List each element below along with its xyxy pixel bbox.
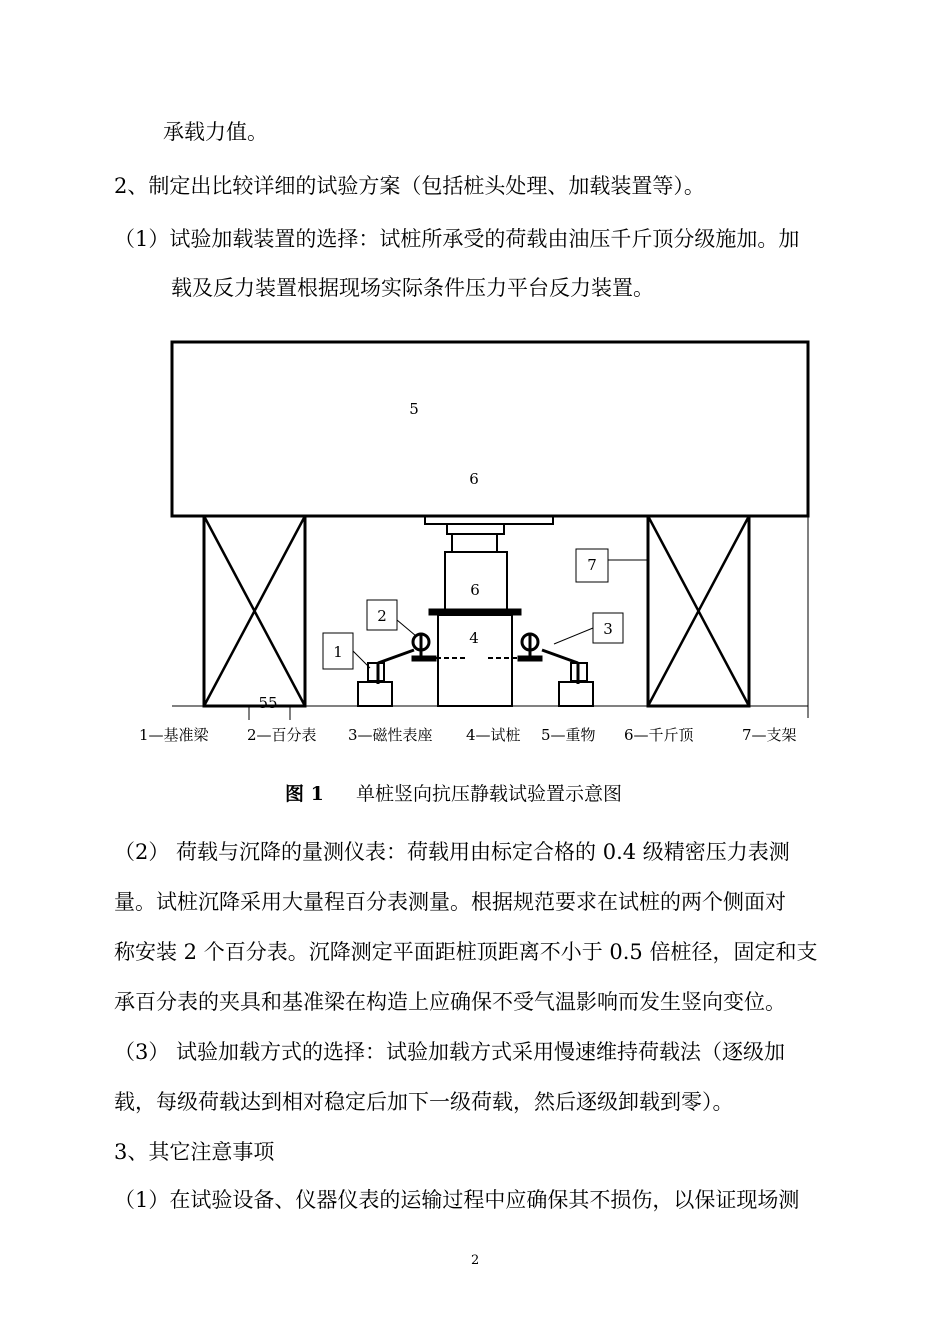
paragraph-line: 载，每级荷载达到相对稳定后加下一级荷载，然后逐级卸载到零）。: [114, 1090, 734, 1114]
legend-item: 1—基准梁: [139, 726, 209, 744]
label-support: 7: [587, 556, 597, 574]
legend-item: 2—百分表: [247, 726, 317, 744]
label-pile: 4: [469, 629, 479, 647]
paragraph-line: 载及反力装置根据现场实际条件压力平台反力装置。: [171, 276, 654, 300]
figure-caption-text: 单桩竖向抗压静载试验置示意图: [356, 783, 623, 805]
paragraph-line: 承百分表的夹具和基准梁在构造上应确保不受气温影响而发生竖向变位。: [114, 990, 786, 1014]
figure-caption-number: 图 1: [285, 783, 324, 805]
label-base: 3: [603, 620, 613, 638]
reference-beam-right: [559, 682, 593, 706]
legend-item: 4—试桩: [466, 726, 521, 744]
paragraph-line: 2、制定出比较详细的试验方案（包括桩头处理、加载装置等）。: [114, 174, 705, 198]
legend-item: 3—磁性表座: [348, 726, 433, 744]
weight-block: [172, 342, 808, 516]
paragraph-line: 承载力值。: [163, 120, 268, 144]
label-jack-top: 6: [469, 470, 479, 488]
paragraph-line: 称安装 2 个百分表。沉降测定平面距桩顶距离不小于 0.5 倍桩径，固定和支: [114, 940, 818, 964]
label-beam: 1: [333, 643, 343, 661]
jack-piston: [452, 534, 497, 552]
reference-beam-left: [358, 682, 392, 706]
paragraph-line: （2） 荷载与沉降的量测仪表：荷载用由标定合格的 0.4 级精密压力表测: [114, 840, 790, 864]
page-number: 2: [471, 1253, 480, 1268]
paragraph-line: 3、其它注意事项: [114, 1140, 275, 1164]
paragraph-line: （1）在试验设备、仪器仪表的运输过程中应确保其不损伤，以保证现场测: [114, 1188, 800, 1212]
paragraph-line: （3） 试验加载方式的选择：试验加载方式采用慢速维持荷载法（逐级加: [114, 1040, 786, 1064]
jack-upper: [447, 524, 504, 534]
label-dial: 2: [377, 607, 387, 625]
label-jack: 6: [470, 581, 480, 599]
label-weight: 5: [409, 400, 419, 418]
label-55: 55: [258, 694, 278, 712]
magnetic-base-left: [368, 663, 384, 681]
paragraph-line: 量。试桩沉降采用大量程百分表测量。根据规范要求在试桩的两个侧面对: [114, 890, 786, 914]
legend-item: 5—重物: [541, 726, 596, 744]
paragraph-line: （1）试验加载装置的选择：试桩所承受的荷载由油压千斤顶分级施加。加: [114, 227, 800, 251]
legend-item: 6—千斤顶: [624, 726, 694, 744]
legend-item: 7—支架: [742, 726, 797, 744]
